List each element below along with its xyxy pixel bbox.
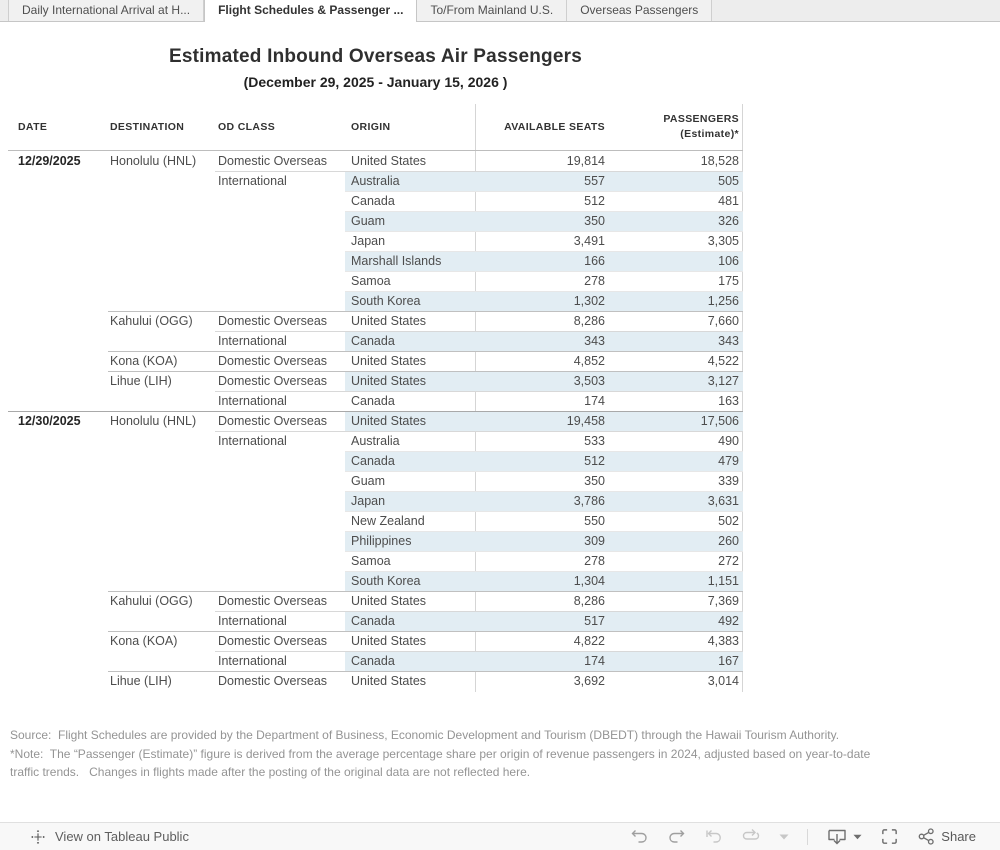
fullscreen-icon[interactable]: [880, 827, 899, 846]
table-body: [8, 151, 743, 691]
cell-od_class[interactable]: Domestic Overseas: [218, 674, 328, 688]
cell-seats[interactable]: 278: [584, 274, 605, 288]
cell-passengers[interactable]: 1,256: [610, 291, 743, 311]
table-row[interactable]: [8, 631, 743, 651]
cell-destination[interactable]: [108, 191, 215, 211]
table-row[interactable]: [8, 271, 743, 291]
cell-od_class[interactable]: [215, 471, 345, 491]
cell-passengers[interactable]: 7,660: [707, 314, 739, 328]
cell-origin[interactable]: Samoa: [351, 554, 391, 568]
table-row[interactable]: [8, 651, 743, 671]
cell-seats[interactable]: 278: [584, 554, 605, 568]
passenger-table: [8, 104, 743, 691]
sheet-tab-2[interactable]: To/From Mainland U.S.: [417, 0, 567, 22]
cell-destination[interactable]: [108, 491, 215, 511]
cell-date[interactable]: [8, 431, 108, 451]
cell-passengers[interactable]: 3,631: [610, 491, 743, 511]
cell-destination[interactable]: Kahului (OGG): [110, 314, 193, 328]
cell-origin[interactable]: Canada: [351, 394, 395, 408]
cell-origin[interactable]: Canada: [345, 331, 475, 351]
cell-date[interactable]: [8, 491, 108, 511]
footnote-line: *Note: The “Passenger (Estimate)” figure is derived from the average percentage share per origin of revenue passengers in 2024, adjusted based on year-to-date: [10, 746, 871, 761]
cell-date[interactable]: [8, 551, 108, 571]
cell-passengers[interactable]: 106: [610, 251, 743, 271]
cell-passengers[interactable]: 18,528: [700, 154, 739, 168]
cell-passengers[interactable]: 343: [610, 331, 743, 351]
cell-od_class[interactable]: Domestic Overseas: [218, 374, 328, 388]
cell-origin[interactable]: United States: [351, 314, 427, 328]
cell-od_class[interactable]: Domestic Overseas: [218, 414, 328, 428]
cell-origin[interactable]: Japan: [351, 234, 386, 248]
cell-date[interactable]: [8, 651, 108, 671]
cell-date[interactable]: [8, 211, 108, 231]
table-row[interactable]: [8, 411, 743, 431]
cell-date[interactable]: [8, 251, 108, 271]
toolbar-actions: [630, 827, 976, 847]
redo-icon[interactable]: [667, 828, 686, 846]
cell-origin[interactable]: United States: [351, 594, 427, 608]
table-row[interactable]: [8, 491, 743, 511]
caret-down-icon[interactable]: [779, 834, 789, 840]
cell-seats[interactable]: 557: [475, 171, 610, 191]
cell-date[interactable]: [8, 511, 108, 531]
cell-seats[interactable]: 8,286: [573, 594, 605, 608]
cell-destination[interactable]: [108, 391, 215, 411]
footnote-line: Source: Flight Schedules are provided by the Department of Business, Economic Development and Tourism (DBEDT) through the Hawaii Tourism Authority.: [10, 728, 840, 742]
cell-passengers[interactable]: 3,014: [707, 674, 739, 688]
cell-od_class[interactable]: [215, 551, 345, 571]
refresh-icon[interactable]: [741, 828, 761, 846]
cell-od_class[interactable]: [215, 451, 345, 471]
cell-destination[interactable]: [108, 291, 215, 311]
cell-destination[interactable]: [108, 511, 215, 531]
download-caret-icon: [853, 834, 862, 840]
cell-destination[interactable]: Lihue (LIH): [110, 674, 172, 688]
page-subtitle: (December 29, 2025 - January 15, 2026 ): [243, 74, 508, 90]
cell-od_class[interactable]: Domestic Overseas: [218, 314, 328, 328]
cell-passengers[interactable]: 1,151: [610, 571, 743, 591]
cell-seats[interactable]: 3,503: [475, 371, 610, 391]
column-header-destination[interactable]: DESTINATION: [110, 121, 185, 133]
cell-passengers[interactable]: 167: [610, 651, 743, 671]
cell-date[interactable]: [8, 291, 108, 311]
cell-od_class[interactable]: [215, 191, 345, 211]
cell-date[interactable]: [8, 631, 108, 651]
cell-destination[interactable]: [108, 451, 215, 471]
cell-origin[interactable]: Australia: [351, 434, 400, 448]
cell-origin[interactable]: New Zealand: [351, 514, 425, 528]
cell-date[interactable]: [8, 611, 108, 631]
cell-origin[interactable]: United States: [351, 634, 427, 648]
column-header-od-class[interactable]: OD CLASS: [218, 121, 276, 133]
cell-od_class[interactable]: International: [218, 394, 287, 408]
cell-passengers[interactable]: 3,127: [610, 371, 743, 391]
cell-seats[interactable]: 1,304: [475, 571, 610, 591]
cell-date[interactable]: 12/30/2025: [18, 414, 81, 428]
cell-passengers[interactable]: 505: [610, 171, 743, 191]
table-row[interactable]: [8, 551, 743, 571]
cell-od_class[interactable]: [215, 511, 345, 531]
cell-passengers[interactable]: 339: [718, 474, 739, 488]
cell-origin[interactable]: South Korea: [345, 571, 475, 591]
table-row[interactable]: [8, 331, 743, 351]
cell-date[interactable]: [8, 671, 108, 691]
cell-od_class[interactable]: [215, 571, 345, 591]
cell-origin[interactable]: Australia: [345, 171, 475, 191]
cell-origin[interactable]: United States: [345, 411, 475, 431]
title-block: [8, 22, 743, 90]
sheet-tab-bar: [0, 0, 1000, 22]
cell-od_class[interactable]: Domestic Overseas: [218, 354, 328, 368]
cell-origin[interactable]: United States: [351, 674, 427, 688]
cell-od_class[interactable]: International: [218, 334, 287, 348]
table-row[interactable]: [8, 531, 743, 551]
cell-origin[interactable]: Guam: [351, 474, 386, 488]
cell-seats[interactable]: 1,302: [475, 291, 610, 311]
table-row[interactable]: [8, 511, 743, 531]
cell-origin[interactable]: Canada: [351, 194, 395, 208]
cell-date[interactable]: 12/29/2025: [18, 154, 81, 168]
cell-passengers[interactable]: 490: [718, 434, 739, 448]
cell-seats[interactable]: 512: [584, 194, 605, 208]
cell-destination[interactable]: [108, 331, 215, 351]
cell-destination[interactable]: Kahului (OGG): [110, 594, 193, 608]
cell-destination[interactable]: [108, 571, 215, 591]
cell-seats[interactable]: 19,458: [475, 411, 610, 431]
cell-passengers[interactable]: 492: [610, 611, 743, 631]
cell-od_class[interactable]: International: [218, 654, 287, 668]
share-button[interactable]: [917, 827, 976, 846]
tableau-toolbar: [0, 822, 1000, 850]
undo-icon[interactable]: [630, 828, 649, 846]
dashboard-area: [0, 22, 1000, 822]
table-row[interactable]: [8, 291, 743, 311]
cell-date[interactable]: [8, 591, 108, 611]
sheet-tab-0[interactable]: Daily International Arrival at H...: [8, 0, 204, 22]
cell-passengers[interactable]: 175: [718, 274, 739, 288]
view-on-tableau-public-label: View on Tableau Public: [55, 829, 189, 844]
cell-destination[interactable]: [108, 211, 215, 231]
cell-passengers[interactable]: 7,369: [707, 594, 739, 608]
cell-seats[interactable]: 533: [584, 434, 605, 448]
table-row[interactable]: [8, 151, 743, 171]
cell-seats[interactable]: 19,814: [566, 154, 605, 168]
cell-date[interactable]: [8, 531, 108, 551]
cell-destination[interactable]: [108, 271, 215, 291]
cell-destination[interactable]: [108, 651, 215, 671]
cell-destination[interactable]: [108, 471, 215, 491]
cell-destination[interactable]: [108, 231, 215, 251]
column-header-passengers[interactable]: PASSENGERS (Estimate)*: [663, 113, 739, 140]
cell-od_class[interactable]: [215, 271, 345, 291]
sheet-tab-1[interactable]: Flight Schedules & Passenger ...: [204, 0, 417, 22]
page-title: Estimated Inbound Overseas Air Passengers: [169, 46, 582, 67]
cell-seats[interactable]: 350: [584, 474, 605, 488]
view-on-tableau-public-button[interactable]: [30, 829, 189, 845]
table-row[interactable]: [8, 471, 743, 491]
cell-destination[interactable]: [108, 551, 215, 571]
cell-od_class[interactable]: International: [218, 434, 287, 448]
cell-destination[interactable]: [108, 611, 215, 631]
table-row[interactable]: [8, 231, 743, 251]
cell-seats[interactable]: 166: [475, 251, 610, 271]
cell-seats[interactable]: 3,491: [573, 234, 605, 248]
cell-seats[interactable]: 4,852: [573, 354, 605, 368]
cell-seats[interactable]: 3,786: [475, 491, 610, 511]
cell-origin[interactable]: Guam: [345, 211, 475, 231]
download-button[interactable]: [826, 827, 862, 847]
cell-origin[interactable]: Canada: [345, 451, 475, 471]
cell-date[interactable]: [8, 351, 108, 371]
cell-date[interactable]: [8, 231, 108, 251]
cell-date[interactable]: [8, 371, 108, 391]
table-row[interactable]: [8, 351, 743, 371]
cell-origin[interactable]: United States: [351, 154, 427, 168]
cell-passengers[interactable]: 481: [718, 194, 739, 208]
cell-od_class[interactable]: [215, 531, 345, 551]
cell-seats[interactable]: 8,286: [573, 314, 605, 328]
cell-date[interactable]: [8, 311, 108, 331]
cell-origin[interactable]: South Korea: [345, 291, 475, 311]
cell-passengers[interactable]: 479: [610, 451, 743, 471]
cell-destination[interactable]: [108, 531, 215, 551]
cell-od_class[interactable]: International: [218, 174, 287, 188]
table-row[interactable]: [8, 191, 743, 211]
cell-passengers[interactable]: 260: [610, 531, 743, 551]
source-footnote: [10, 726, 870, 782]
cell-passengers[interactable]: 4,383: [707, 634, 739, 648]
cell-od_class[interactable]: [215, 211, 345, 231]
cell-date[interactable]: [8, 331, 108, 351]
cell-date[interactable]: [8, 571, 108, 591]
share-icon: [917, 827, 936, 846]
cell-seats[interactable]: 3,692: [573, 674, 605, 688]
cell-seats[interactable]: 512: [475, 451, 610, 471]
cell-od_class[interactable]: Domestic Overseas: [218, 634, 328, 648]
column-header-origin[interactable]: ORIGIN: [351, 121, 391, 133]
cell-seats[interactable]: 517: [475, 611, 610, 631]
cell-passengers[interactable]: 326: [610, 211, 743, 231]
footnote-line: traffic trends. Changes in flights made after the posting of the original data are not reflected here.: [10, 765, 531, 779]
cell-origin[interactable]: Samoa: [351, 274, 391, 288]
cell-destination[interactable]: [108, 171, 215, 191]
cell-seats[interactable]: 350: [475, 211, 610, 231]
table-row[interactable]: [8, 611, 743, 631]
cell-destination[interactable]: Honolulu (HNL): [110, 414, 197, 428]
cell-passengers[interactable]: 502: [718, 514, 739, 528]
cell-destination[interactable]: Lihue (LIH): [110, 374, 172, 388]
cell-seats[interactable]: 343: [475, 331, 610, 351]
cell-origin[interactable]: Philippines: [345, 531, 475, 551]
table-row[interactable]: [8, 571, 743, 591]
cell-passengers[interactable]: 163: [718, 394, 739, 408]
cell-seats[interactable]: 550: [584, 514, 605, 528]
cell-origin[interactable]: United States: [345, 371, 475, 391]
cell-od_class[interactable]: [215, 291, 345, 311]
cell-od_class[interactable]: [215, 491, 345, 511]
cell-destination[interactable]: [108, 251, 215, 271]
cell-passengers[interactable]: 4,522: [707, 354, 739, 368]
table-row[interactable]: [8, 211, 743, 231]
table-row[interactable]: [8, 251, 743, 271]
cell-passengers[interactable]: 3,305: [707, 234, 739, 248]
column-header-available-seats[interactable]: AVAILABLE SEATS: [504, 121, 605, 133]
cell-seats[interactable]: 309: [475, 531, 610, 551]
table-row[interactable]: [8, 431, 743, 451]
cell-seats[interactable]: 174: [475, 651, 610, 671]
table-row[interactable]: [8, 311, 743, 331]
column-header-date[interactable]: DATE: [18, 121, 48, 133]
tableau-logo-icon: [30, 829, 46, 845]
cell-date[interactable]: [8, 451, 108, 471]
cell-destination[interactable]: [108, 431, 215, 451]
cell-date[interactable]: [8, 471, 108, 491]
cell-od_class[interactable]: Domestic Overseas: [218, 154, 328, 168]
sheet-tab-3[interactable]: Overseas Passengers: [567, 0, 712, 22]
cell-od_class[interactable]: Domestic Overseas: [218, 594, 328, 608]
cell-seats[interactable]: 4,822: [573, 634, 605, 648]
cell-passengers[interactable]: 272: [718, 554, 739, 568]
cell-origin[interactable]: Japan: [345, 491, 475, 511]
cell-od_class[interactable]: International: [218, 614, 287, 628]
table-row[interactable]: [8, 671, 743, 691]
table-row[interactable]: [8, 451, 743, 471]
cell-date[interactable]: [8, 271, 108, 291]
cell-origin[interactable]: United States: [351, 354, 427, 368]
table-header-row: [8, 104, 743, 151]
toolbar-divider: [807, 829, 808, 845]
share-label: Share: [941, 829, 976, 844]
cell-od_class[interactable]: [215, 231, 345, 251]
cell-origin[interactable]: Canada: [345, 651, 475, 671]
cell-seats[interactable]: 174: [584, 394, 605, 408]
cell-date[interactable]: [8, 391, 108, 411]
cell-origin[interactable]: Marshall Islands: [345, 251, 475, 271]
cell-destination[interactable]: Kona (KOA): [110, 354, 178, 368]
cell-od_class[interactable]: [215, 251, 345, 271]
table-row[interactable]: [8, 391, 743, 411]
table-row[interactable]: [8, 371, 743, 391]
cell-destination[interactable]: Kona (KOA): [110, 634, 178, 648]
revert-icon[interactable]: [704, 828, 723, 846]
table-row[interactable]: [8, 171, 743, 191]
cell-passengers[interactable]: 17,506: [610, 411, 743, 431]
cell-origin[interactable]: Canada: [345, 611, 475, 631]
cell-destination[interactable]: Honolulu (HNL): [110, 154, 197, 168]
cell-date[interactable]: [8, 191, 108, 211]
cell-date[interactable]: [8, 171, 108, 191]
table-row[interactable]: [8, 591, 743, 611]
